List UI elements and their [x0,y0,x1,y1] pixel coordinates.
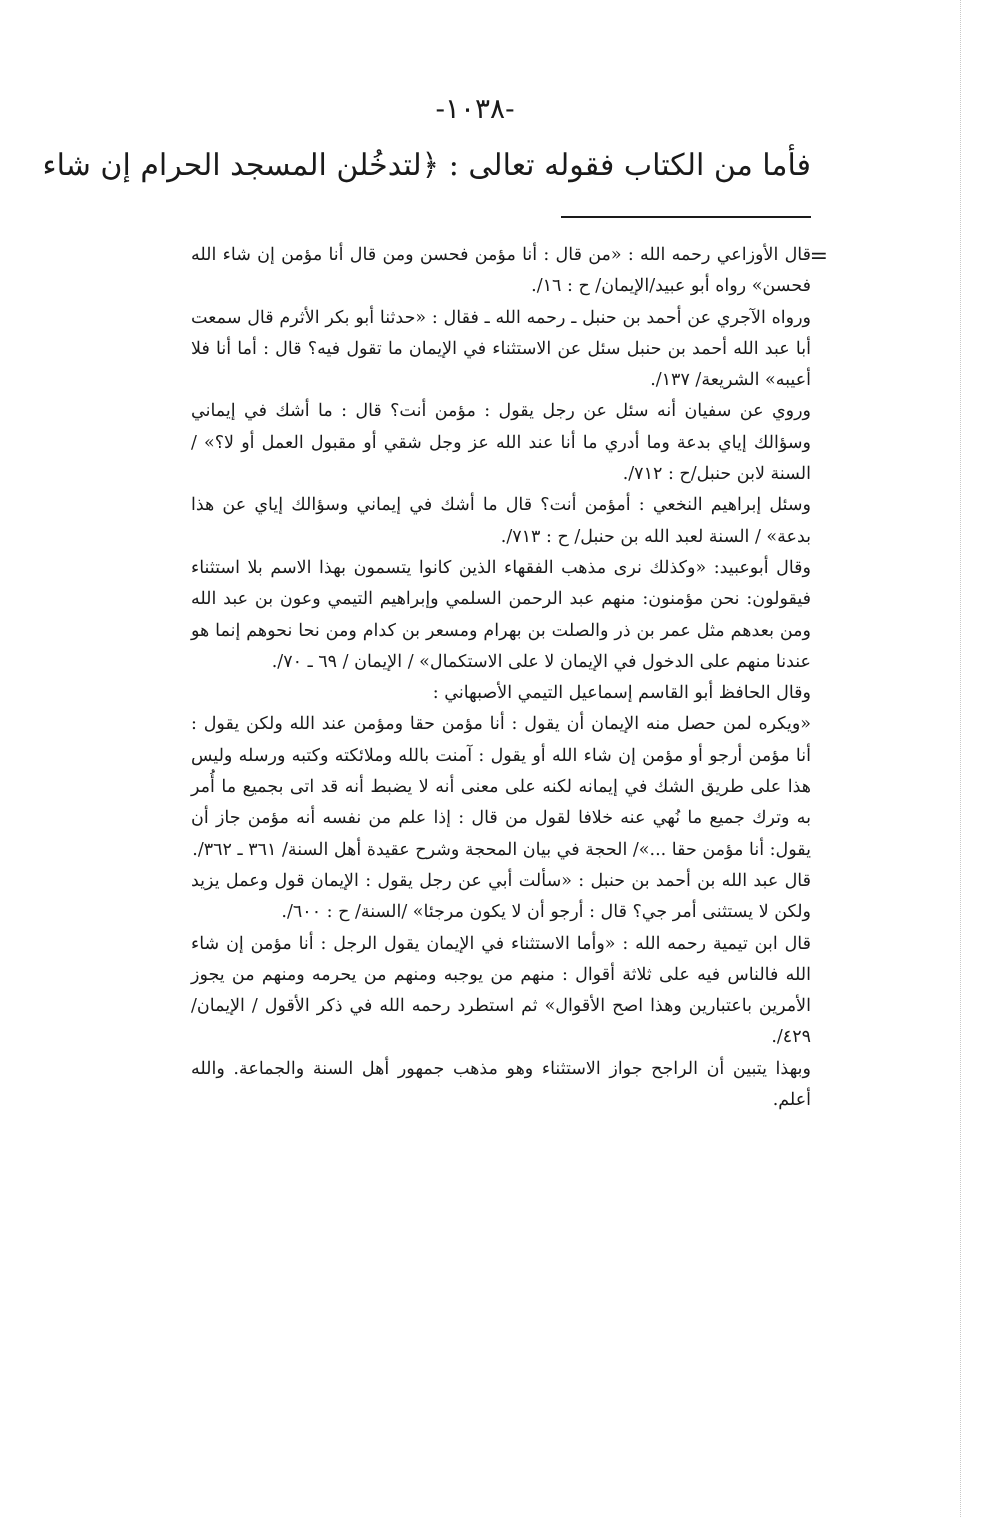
continuation-mark: = [809,244,828,269]
scan-edge-line [960,0,961,1517]
main-text-line: فأما من الكتاب فقوله تعالى : ﴿لتدخُلن المسجد الحرام إن شاء [42,148,811,183]
footnotes-block [191,240,811,1116]
footnote-paragraph: وروي عن سفيان أنه سئل عن رجل يقول : مؤمن أنت؟ قال : ما أشك في إيماني وسؤالك إياي بدعة وما أدري ما أنا عند الله عز وجل شقي أو مقبول العمل أو لا؟» / السنة لابن حنبل/ح : ٧١٢/. [191,401,811,485]
footnote-paragraph: وقال الحافظ أبو القاسم إسماعيل التيمي الأصبهاني : [432,683,811,704]
footnote-paragraph: ورواه الآجري عن أحمد بن حنبل ـ رحمه الله ـ فقال : «حدثنا أبو بكر الأثرم قال سمعت أبا عبد الله أحمد بن حنبل سئل عن الاستثناء في الإيمان ما تقول فيه؟ قال : أما أنا فلا أعيبه» الشريعة/ ١٣٧/. [191,307,811,391]
footnote-paragraph: قال الأوزاعي رحمه الله : «من قال : أنا مؤمن فحسن ومن قال أنا مؤمن إن شاء الله فحسن» رواه أبو عبيد/الإيمان/ ح : ١٦/. [191,245,811,297]
page-number: -١٠٣٨- [435,92,515,125]
footnote-paragraph: وقال أبوعبيد: «وكذلك نرى مذهب الفقهاء الذين كانوا يتسمون بهذا الاسم بلا استثناء فيقولون: نحن مؤمنون: منهم عبد الرحمن السلمي وإبراهيم التيمي وعون بن عبد الله ومن بعدهم مثل عمر بن ذر والصلت بن بهرام ومسعر بن كدام ومن نحا نحوهم إنما هو عندنا منهم على الدخول في الإيمان لا على الاستكمال» / الإيمان / ٦٩ ـ ٧٠/. [191,557,811,672]
footnote-paragraph: قال ابن تيمية رحمه الله : «وأما الاستثناء في الإيمان يقول الرجل : أنا مؤمن إن شاء الله فالناس فيه على ثلاثة أقوال : منهم من يوجبه ومنهم من يحرمه ومنهم من يجوز الأمرين باعتبارين وهذا اصح الأقوال» ثم استطرد رحمه الله في ذكر الأقول / الإيمان/ ٤٢٩/. [191,933,811,1048]
footnote-separator [561,216,811,218]
footnote-paragraph: وسئل إبراهيم النخعي : أمؤمن أنت؟ قال ما أشك في إيماني وسؤالك إياي عن هذا بدعة» / السنة لعبد الله بن حنبل/ ح : ٧١٣/. [191,495,811,547]
footnote-paragraph: قال عبد الله بن أحمد بن حنبل : «سألت أبي عن رجل يقول : الإيمان قول وعمل يزيد ولكن لا يستثنى أمر جي؟ قال : أرجو أن لا يكون مرجئا» /السنة/ ح : ٦٠٠/. [191,870,811,923]
footnote-paragraph: «ويكره لمن حصل منه الإيمان أن يقول : أنا مؤمن حقا ومؤمن عند الله ولكن يقول : أنا مؤمن أرجو أو مؤمن إن شاء الله أو يقول : آمنت بالله وملائكته وكتبه ورسله وليس هذا على طريق الشك في إيمانه لكنه على معنى أنه لا يضبط أنه قد اتى بجميع ما أُمر به وترك جميع ما نُهي عنه خلافا لقول من قال : إذا علم من نفسه أنه مؤمن جاز أن يقول: أنا مؤمن حقا ...»/ الحجة في بيان المحجة وشرح عقيدة أهل السنة/ ٣٦١ ـ ٣٦٢/. [191,714,811,860]
footnote-paragraph: وبهذا يتبين أن الراجح جواز الاستثناء وهو مذهب جمهور أهل السنة والجماعة. والله أعلم. [191,1058,811,1111]
